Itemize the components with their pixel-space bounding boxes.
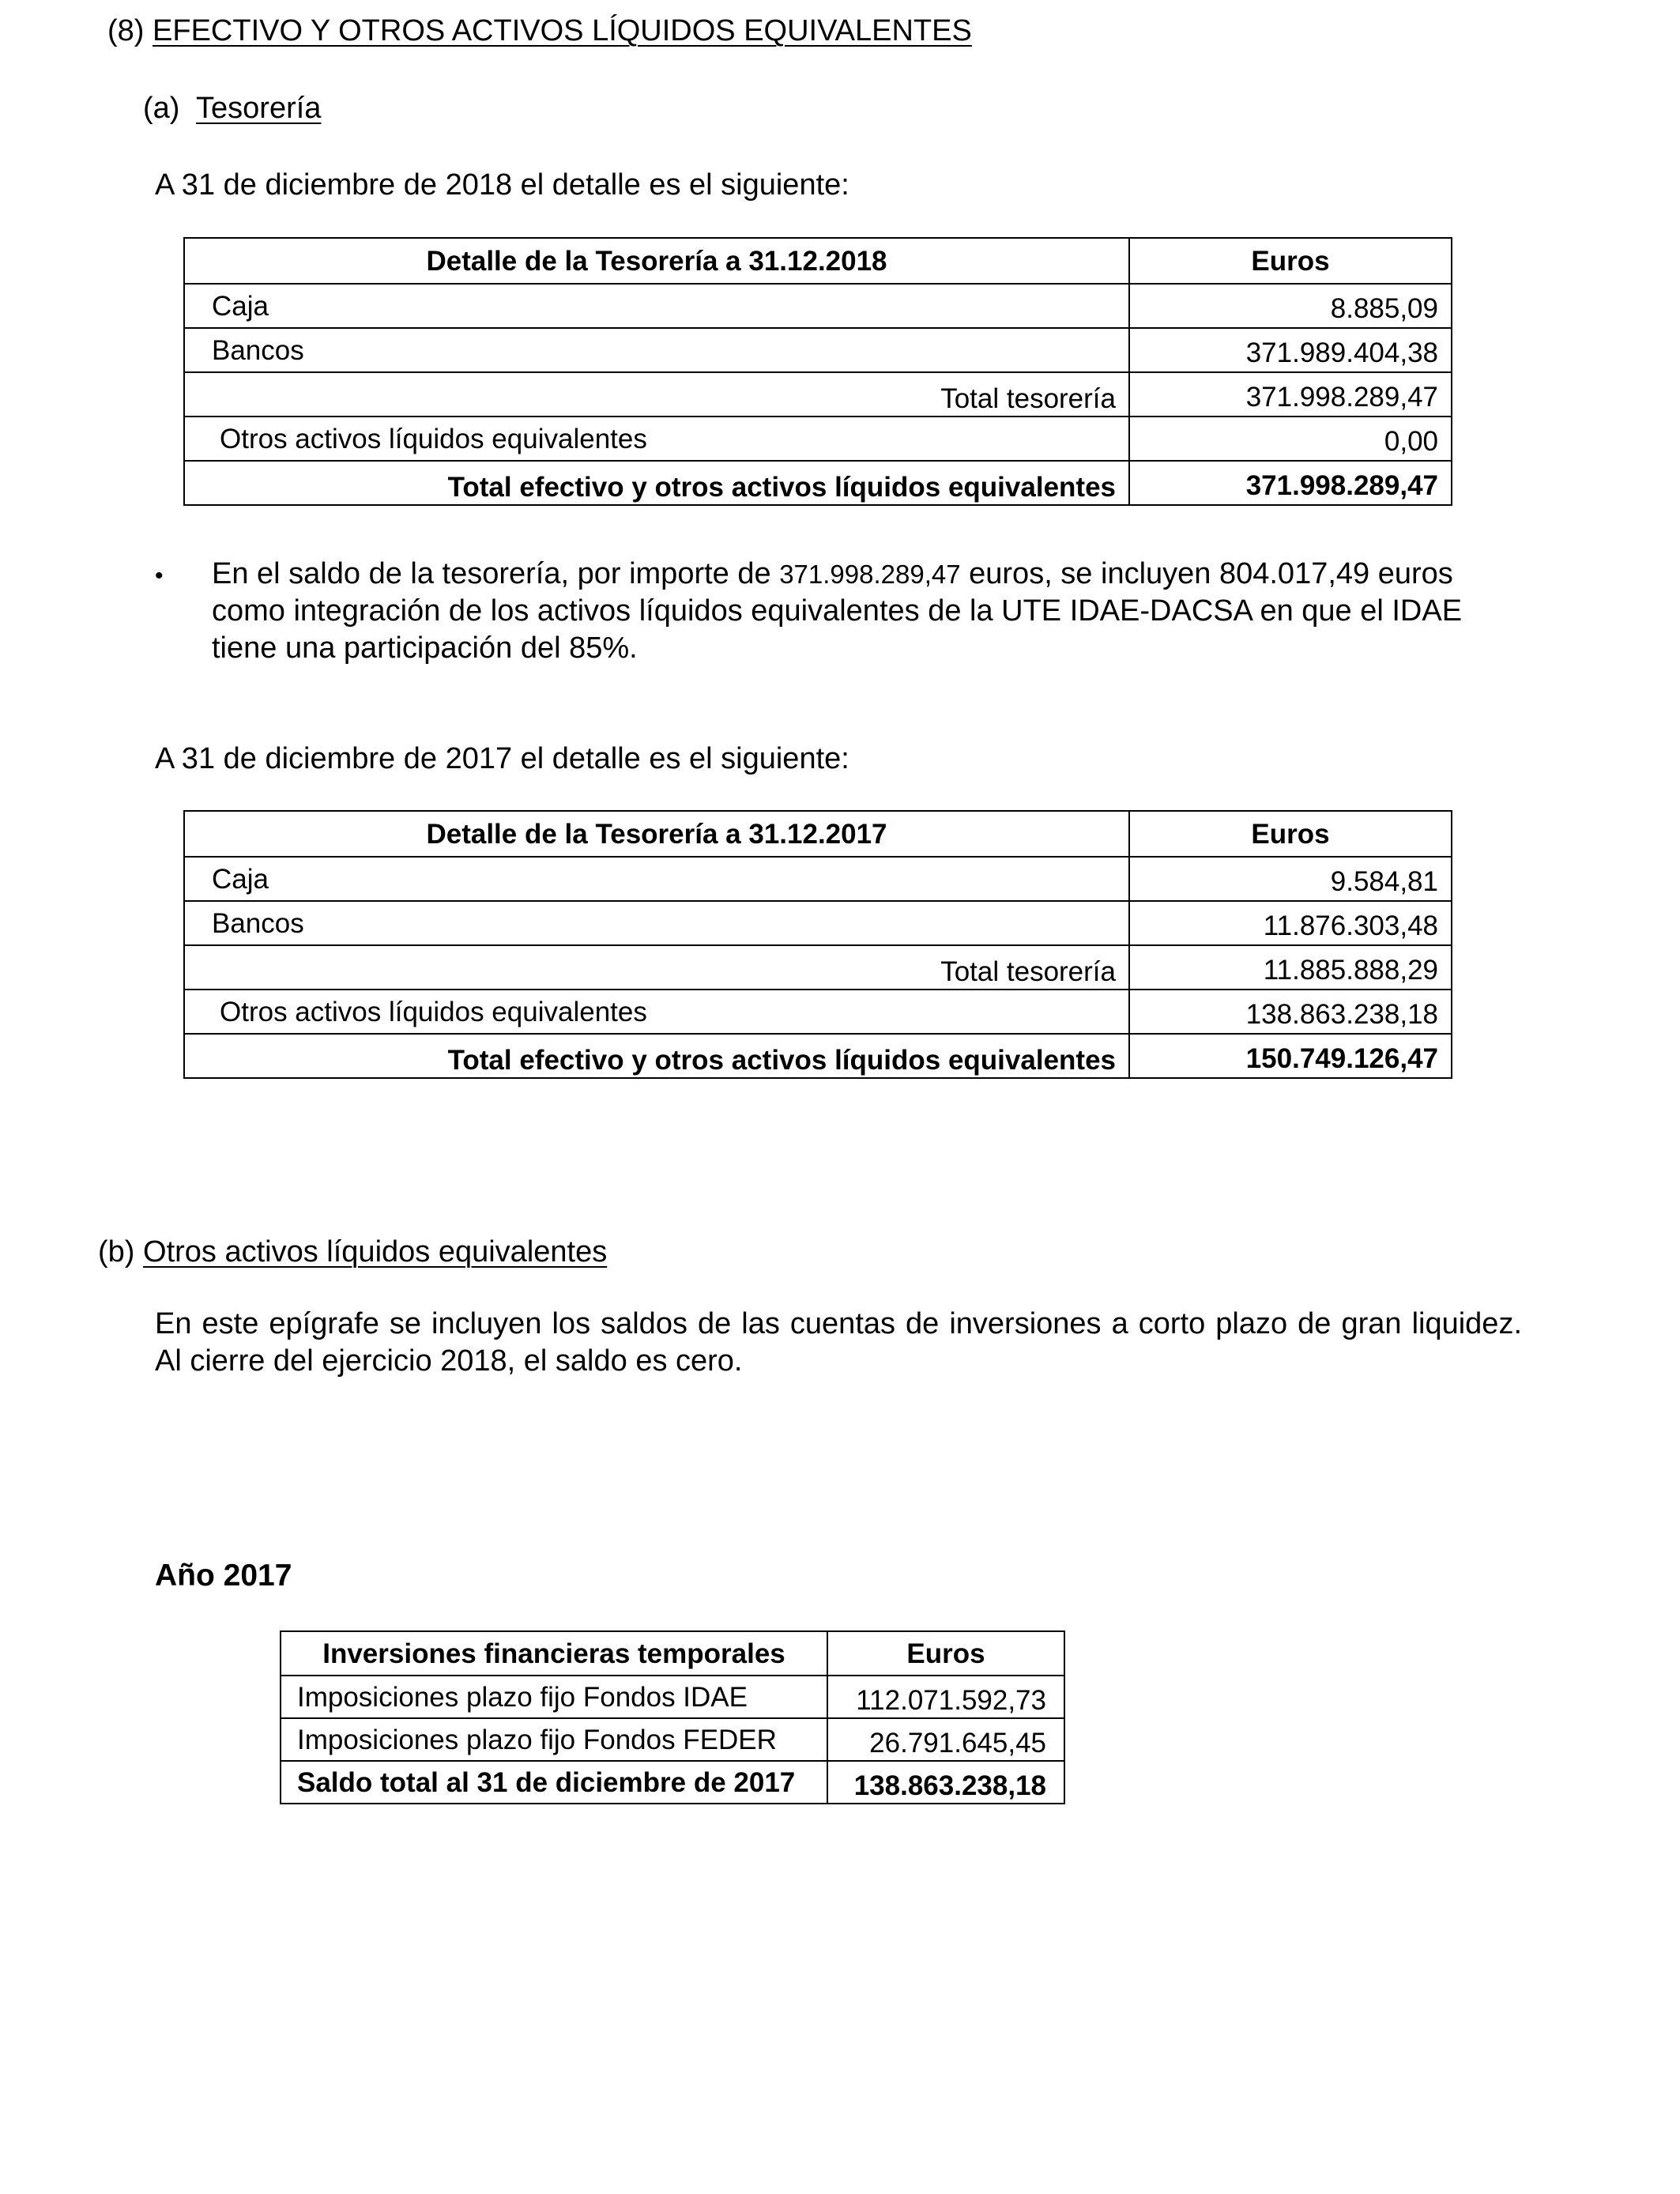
investments-table — [280, 1630, 1065, 1804]
table-row — [184, 990, 1452, 1034]
row-value: 26.791.645,45 — [827, 1718, 1064, 1761]
row-label: Otros activos líquidos equivalentes — [184, 990, 1129, 1034]
section-title — [107, 14, 972, 48]
row-value: 112.071.592,73 — [827, 1676, 1064, 1718]
row-value: 371.989.404,38 — [1129, 328, 1452, 372]
table-row — [184, 417, 1452, 461]
header-euros: Euros — [1129, 811, 1452, 857]
table-row — [184, 328, 1452, 372]
header-detail: Detalle de la Tesorería a 31.12.2018 — [184, 238, 1129, 284]
row-label: Imposiciones plazo fijo Fondos IDAE — [281, 1676, 827, 1718]
treasury-table-2017 — [183, 810, 1452, 1079]
bullet-icon: • — [155, 563, 164, 589]
row-value: 11.876.303,48 — [1129, 901, 1452, 945]
table-row — [184, 857, 1452, 901]
row-label: Saldo total al 31 de diciembre de 2017 — [281, 1761, 827, 1804]
row-value: 150.749.126,47 — [1129, 1034, 1452, 1078]
row-label: Bancos — [184, 901, 1129, 945]
row-value: 9.584,81 — [1129, 857, 1452, 901]
paragraph-b: En este epígrafe se incluyen los saldos de las cuentas de inversiones a corto plazo de gran liquidez. Al cierre del ejercicio 2018, el saldo es cero. — [155, 1307, 1522, 1378]
subsection-b-heading: Otros activos líquidos equivalentes — [143, 1235, 608, 1269]
row-label: Caja — [184, 857, 1129, 901]
bullet-paragraph — [212, 556, 1524, 667]
bullet-text-2: euros, se incluyen 804.017,49 euros como integración de los activos líquidos equivalentes de la UTE IDAE-DACSA en que el IDAE tiene una participación del 85%. — [212, 557, 1463, 665]
bullet-amount: 371.998.289,47 — [779, 560, 961, 589]
header-euros: Euros — [1129, 238, 1452, 284]
header-euros: Euros — [827, 1631, 1064, 1676]
row-label: Total efectivo y otros activos líquidos equivalentes — [184, 1034, 1129, 1078]
row-value: 371.998.289,47 — [1129, 372, 1452, 417]
subsection-b-title — [98, 1235, 607, 1269]
row-value: 138.863.238,18 — [827, 1761, 1064, 1804]
row-label: Total tesorería — [184, 372, 1129, 417]
bullet-text-1: En el saldo de la tesorería, por importe de — [212, 557, 780, 590]
row-label: Otros activos líquidos equivalentes — [184, 417, 1129, 461]
header-detail: Detalle de la Tesorería a 31.12.2017 — [184, 811, 1129, 857]
table-total-row — [184, 1034, 1452, 1078]
year-heading: Año 2017 — [155, 1559, 292, 1593]
subsection-a-label: (a) — [143, 92, 180, 125]
row-value: 371.998.289,47 — [1129, 461, 1452, 505]
table-row — [281, 1718, 1064, 1761]
section-heading: EFECTIVO Y OTROS ACTIVOS LÍQUIDOS EQUIVALENTES — [153, 14, 972, 47]
row-label: Bancos — [184, 328, 1129, 372]
intro-2018: A 31 de diciembre de 2018 el detalle es el siguiente: — [155, 168, 849, 202]
row-value: 8.885,09 — [1129, 284, 1452, 328]
table-row — [281, 1676, 1064, 1718]
table-row — [184, 284, 1452, 328]
table-header — [184, 811, 1452, 857]
row-value: 138.863.238,18 — [1129, 990, 1452, 1034]
subsection-b-label: (b) — [98, 1235, 135, 1269]
table-row — [184, 372, 1452, 417]
table-total-row — [281, 1761, 1064, 1804]
treasury-table-2018 — [183, 237, 1452, 506]
row-value: 11.885.888,29 — [1129, 945, 1452, 990]
subsection-a-heading: Tesorería — [196, 92, 322, 125]
table-header — [184, 238, 1452, 284]
row-label: Imposiciones plazo fijo Fondos FEDER — [281, 1718, 827, 1761]
row-label: Total efectivo y otros activos líquidos equivalentes — [184, 461, 1129, 505]
header-investments: Inversiones financieras temporales — [281, 1631, 827, 1676]
intro-2017: A 31 de diciembre de 2017 el detalle es el siguiente: — [155, 742, 849, 775]
row-label: Caja — [184, 284, 1129, 328]
row-value: 0,00 — [1129, 417, 1452, 461]
subsection-a-title — [143, 92, 321, 126]
table-total-row — [184, 461, 1452, 505]
section-number: (8) — [107, 14, 145, 47]
table-header — [281, 1631, 1064, 1676]
table-row — [184, 901, 1452, 945]
row-label: Total tesorería — [184, 945, 1129, 990]
table-row — [184, 945, 1452, 990]
